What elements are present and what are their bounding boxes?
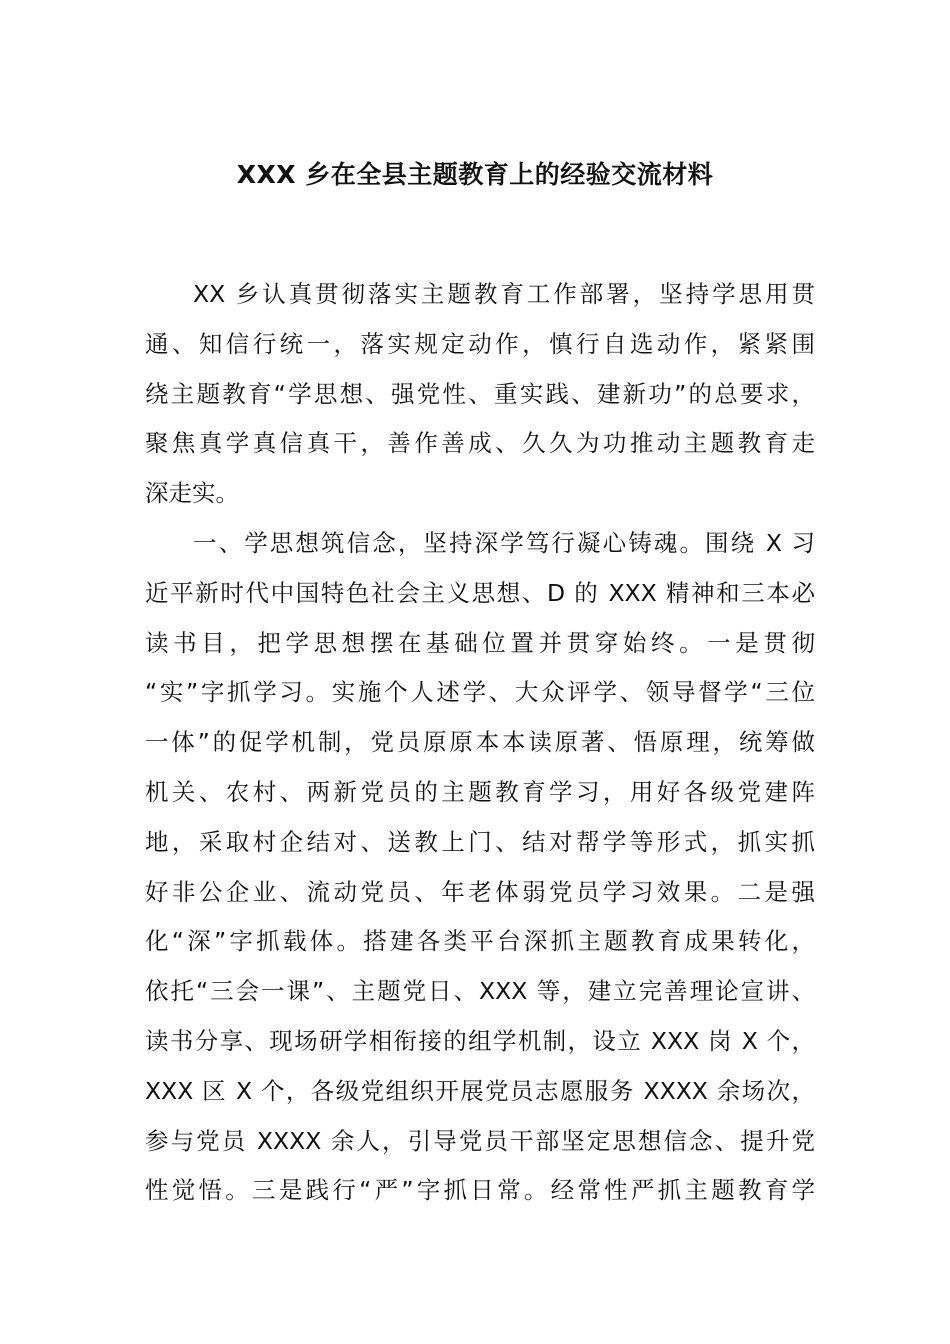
paragraph-1-line-1: XX 乡认真贯彻落实主题教育工作部署，坚持学思用贯: [193, 280, 815, 308]
paragraph-1-line-4: 聚焦真学真信真干，善作善成、久久为功推动主题教育走: [145, 429, 815, 458]
paragraph-2-line-2: 近平新时代中国特色社会主义思想、D 的 XXX 精神和三本必: [145, 578, 815, 607]
paragraph-2-line-8: 好非公企业、流动党员、年老体弱党员学习效果。二是强: [145, 877, 815, 906]
paragraph-1-line-3: 绕主题教育“学思想、强党性、重实践、建新功”的总要求，: [145, 379, 815, 408]
paragraph-2-line-10: 依托“三会一课”、主题党日、XXX 等，建立完善理论宣讲、: [145, 977, 815, 1006]
paragraph-2-line-1: 一、学思想筑信念，坚持深学笃行凝心铸魂。围绕 X 习: [193, 528, 815, 557]
paragraph-2-line-5: 一体”的促学机制，党员原原本本读原著、悟原理，统筹做: [145, 728, 815, 757]
document-title: XXX 乡在全县主题教育上的经验交流材料: [236, 160, 714, 189]
document-body: [145, 270, 815, 1216]
paragraph-2-line-6: 机关、农村、两新党员的主题教育学习，用好各级党建阵: [145, 777, 815, 806]
paragraph-1-line-2: 通、知信行统一，落实规定动作，慎行自选动作，紧紧围: [145, 329, 815, 358]
paragraph-1-line-5: 深走实。: [145, 479, 239, 508]
paragraph-2-line-9: 化“深”字抓载体。搭建各类平台深抓主题教育成果转化，: [145, 927, 815, 956]
paragraph-2-line-3: 读书目，把学思想摆在基础位置并贯穿始终。一是贯彻: [145, 628, 815, 657]
paragraph-2-line-11: 读书分享、现场研学相衔接的组学机制，设立 XXX 岗 X 个，: [145, 1026, 815, 1055]
paragraph-2-line-14: 性觉悟。三是践行“严”字抓日常。经常性严抓主题教育学: [145, 1176, 815, 1205]
paragraph-2-line-7: 地，采取村企结对、送教上门、结对帮学等形式，抓实抓: [145, 827, 815, 856]
paragraph-2-line-4: “实”字抓学习。实施个人述学、大众评学、领导督学“三位: [145, 678, 815, 707]
paragraph-2-line-12: XXX 区 X 个，各级党组织开展党员志愿服务 XXXX 余场次，: [145, 1076, 815, 1105]
paragraph-2-line-13: 参与党员 XXXX 余人，引导党员干部坚定思想信念、提升党: [145, 1126, 815, 1155]
